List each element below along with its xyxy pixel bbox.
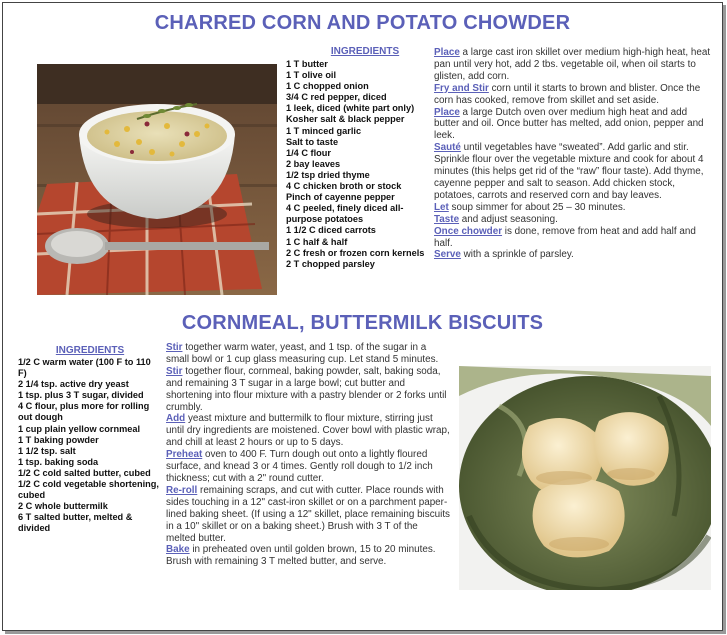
step-text: together warm water, yeast, and 1 tsp. of the sugar in a small bowl or 1 cup glass measuring cup. Let stand 5 minutes. xyxy=(166,342,439,365)
directions xyxy=(434,47,714,261)
ingredient-item: 2 1/4 tsp. active dry yeast xyxy=(18,379,129,390)
step-keyword: Fry and Stir xyxy=(434,82,489,94)
ingredient-item: 1 1/2 C diced carrots xyxy=(286,225,376,236)
ingredient-item: 1/2 C warm water (100 F to 110 F) xyxy=(18,357,151,379)
ingredient-item: 1 T minced garlic xyxy=(286,125,362,136)
ingredient-item: 1 leek, diced (white part only) xyxy=(286,103,415,114)
step-keyword: Re-roll xyxy=(166,484,198,496)
ingredient-item: 1 cup plain yellow cornmeal xyxy=(18,423,141,434)
recipe-title: CORNMEAL, BUTTERMILK BISCUITS xyxy=(181,312,544,334)
step-keyword: Sauté xyxy=(434,142,461,154)
ingredient-item: 1/2 C cold vegetable shortening, cubed xyxy=(18,479,159,501)
step-text: a large Dutch oven over medium high heat and add butter and oil. Once butter has melted, add onion, pepper and leek. xyxy=(434,106,704,142)
ingredient-item: 1 tsp. baking soda xyxy=(18,456,99,467)
ingredients-heading: INGREDIENTS xyxy=(330,46,400,57)
direction-step xyxy=(434,47,714,83)
direction-step xyxy=(434,107,714,143)
ingredients-list xyxy=(18,357,161,535)
biscuits-photo xyxy=(459,366,711,590)
ingredient-item: Kosher salt & black pepper xyxy=(286,114,405,125)
direction-step xyxy=(434,83,714,107)
ingredient-item: 1 C half & half xyxy=(286,236,348,247)
direction-step xyxy=(166,342,450,366)
step-keyword: Add xyxy=(166,413,186,425)
ingredient-item: 4 C chicken broth or stock xyxy=(286,181,402,192)
recipe-card xyxy=(2,2,723,631)
step-text: until vegetables have “sweated”. Add garlic and stir. Sprinkle flour over the vegetable mixture and cook for about 4 minutes (this helps get rid of the “raw” flour taste). Add thyme, cayenne pepper and salt to season. Add chicken stock, potatoes, carrots and reserved corn and bay leaves. xyxy=(434,142,704,201)
direction-step xyxy=(434,202,714,214)
direction-step xyxy=(434,142,714,202)
ingredient-item: Pinch of cayenne pepper xyxy=(286,192,395,203)
ingredient-item: 2 C fresh or frozen corn kernels xyxy=(286,247,425,258)
ingredient-item: 1/2 tsp dried thyme xyxy=(286,169,370,180)
step-text: with a sprinkle of parsley. xyxy=(460,249,574,261)
ingredient-item: 6 T salted butter, melted & divided xyxy=(18,512,133,534)
ingredients-heading: INGREDIENTS xyxy=(55,345,125,356)
step-keyword: Place xyxy=(434,47,460,58)
step-keyword: Stir xyxy=(166,342,183,353)
step-keyword: Let xyxy=(434,201,449,213)
step-text: together flour, cornmeal, baking powder, salt, baking soda, and remaining 3 T sugar in a large bowl; cut butter and shortening into flour mixture with a pastry blender or 2 forks until crumbly. xyxy=(166,365,447,413)
ingredient-item: 1 1/2 tsp. salt xyxy=(18,445,76,456)
ingredient-item: 4 C flour, plus more for rolling out dough xyxy=(18,401,150,423)
ingredient-item: 1 tsp. plus 3 T sugar, divided xyxy=(18,390,144,401)
ingredients-list xyxy=(286,59,426,270)
direction-step xyxy=(166,366,450,414)
step-keyword: Once chowder xyxy=(434,225,503,237)
step-text: yeast mixture and buttermilk to flour mixture, stirring just until dry ingredients are moistened. Cover bowl with plastic wrap, and chill at least 2 hours or up to 5 days. xyxy=(166,413,450,449)
direction-step xyxy=(434,226,714,250)
step-keyword: Serve xyxy=(434,249,461,261)
ingredient-item: 1 T baking powder xyxy=(18,434,99,445)
step-text: corn until it starts to brown and blister. Once the corn has cooked, remove from skillet and set aside. xyxy=(434,82,701,106)
step-keyword: Stir xyxy=(166,365,183,377)
ingredient-item: Salt to taste xyxy=(286,136,339,147)
step-keyword: Taste xyxy=(434,213,460,225)
step-keyword: Bake xyxy=(166,544,190,556)
step-keyword: Preheat xyxy=(166,449,203,461)
direction-step xyxy=(434,249,714,261)
direction-step xyxy=(166,544,450,568)
directions xyxy=(166,342,450,568)
direction-step xyxy=(166,485,450,545)
ingredient-item: 4 C peeled, finely diced all-purpose potatoes xyxy=(286,203,404,225)
ingredient-item: 1 T olive oil xyxy=(286,70,337,81)
step-keyword: Place xyxy=(434,106,460,118)
ingredient-item: 3/4 C red pepper, diced xyxy=(286,92,387,103)
step-text: remaining scraps, and cut with cutter. Place rounds with sides touching in a 12" cast-iron skillet or on a parchment paper-lined baking sheet. (If using a 12" skillet, place remaining biscuits in a 10" skillet or on a baking sheet.) Brush with 3 T of the melted butter. xyxy=(166,484,450,544)
ingredient-item: 2 T chopped parsley xyxy=(286,258,375,269)
recipe-title: CHARRED CORN AND POTATO CHOWDER xyxy=(154,12,571,34)
ingredient-item: 1/2 C cold salted butter, cubed xyxy=(18,467,151,478)
step-text: is done, remove from heat and add half and half. xyxy=(434,225,696,249)
ingredient-item: 2 C whole buttermilk xyxy=(18,501,108,512)
direction-step xyxy=(166,413,450,449)
ingredient-item: 1 C chopped onion xyxy=(286,81,369,92)
step-text: soup simmer for about 25 – 30 minutes. xyxy=(448,201,626,213)
ingredient-item: 2 bay leaves xyxy=(286,158,341,169)
step-text: a large cast iron skillet over medium high-high heat, heat pan until very hot, add 2 tbs. vegetable oil, when oil starts to glisten, add corn. xyxy=(434,47,711,82)
chowder-photo xyxy=(37,64,277,295)
direction-step xyxy=(166,449,450,485)
ingredient-item: 1/4 C flour xyxy=(286,147,331,158)
direction-step xyxy=(434,214,714,226)
ingredient-item: 1 T butter xyxy=(286,59,328,69)
step-text: and adjust seasoning. xyxy=(459,213,558,225)
step-text: oven to 400 F. Turn dough out onto a lightly floured surface, and knead 3 or 4 times. Gently roll dough to 1/2 inch thickness; cut with a 2" round cutter. xyxy=(166,449,433,484)
step-text: in preheated oven until golden brown, 15 to 20 minutes. Brush with remaining 3 T melted butter, and serve. xyxy=(166,544,436,568)
